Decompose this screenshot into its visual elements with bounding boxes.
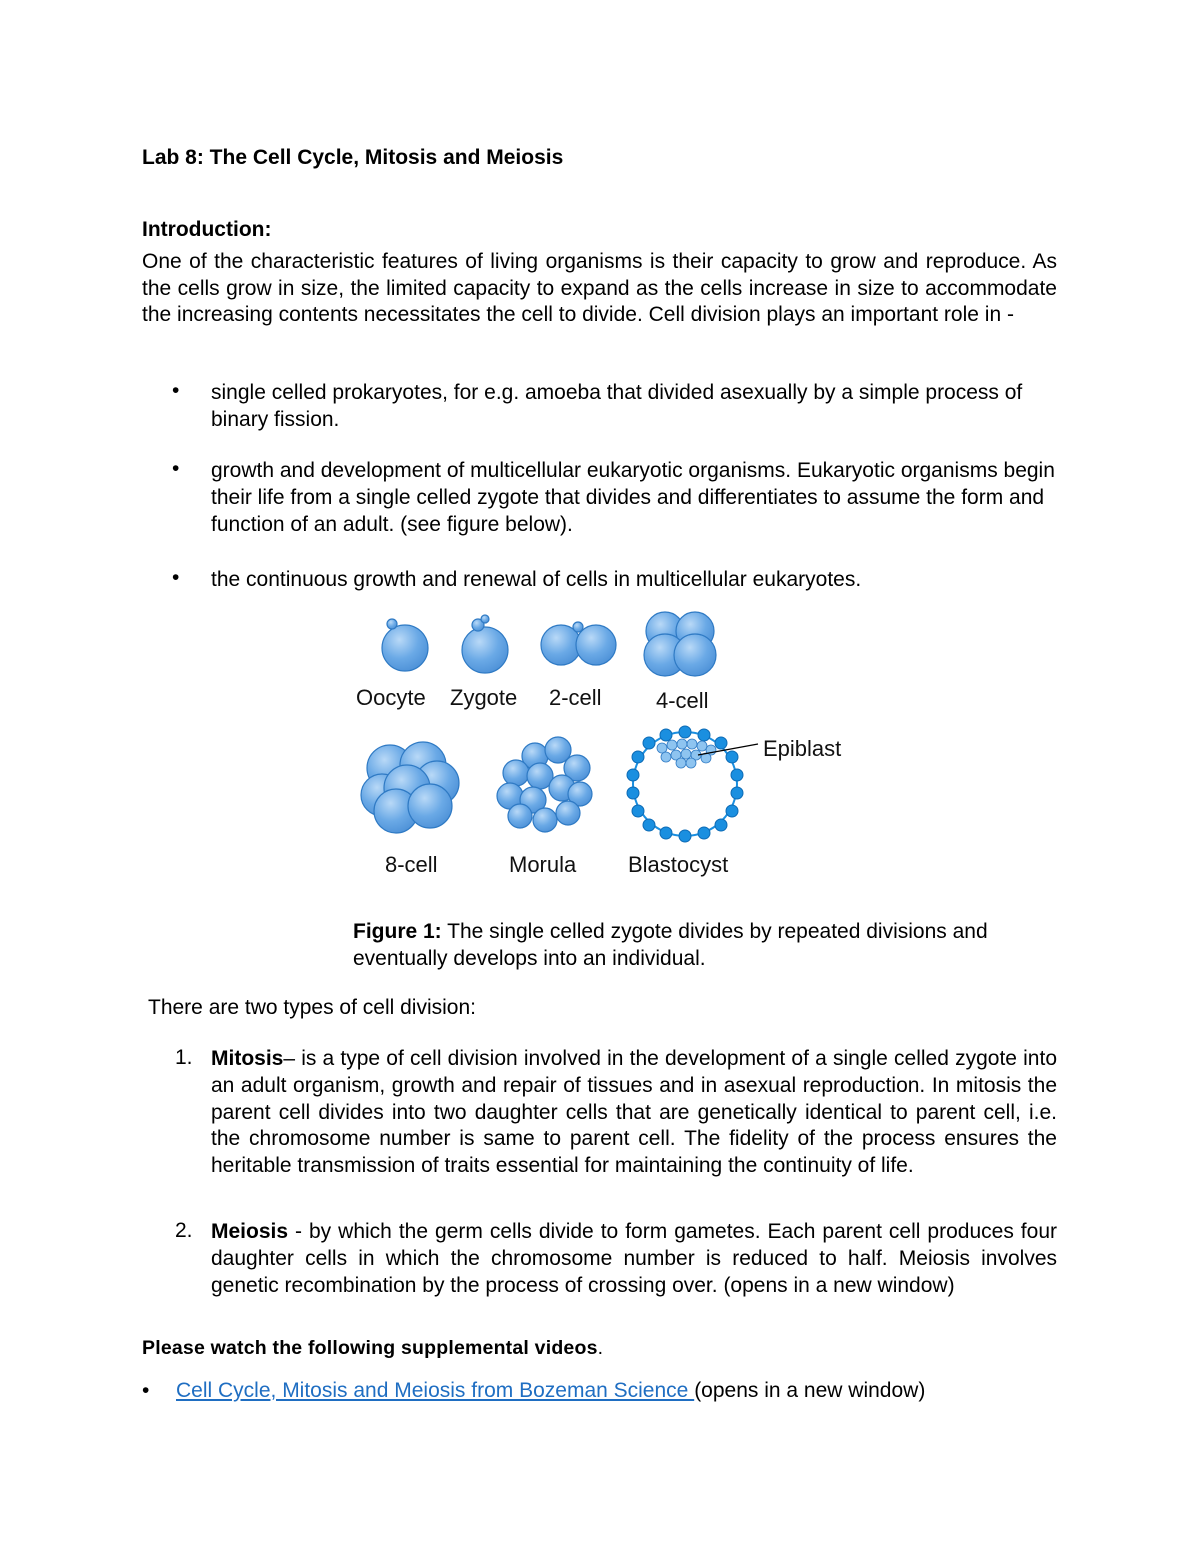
label-2-cell: 2-cell: [549, 685, 602, 710]
bullet-item-growth: growth and development of multicellular eukaryotic organisms. Eukaryotic organisms begin their life from a single celled zygote that divides and differentiates to assume the form and function of an adult. (see figure below).: [211, 459, 1055, 536]
four-cell-embryo: [644, 612, 716, 676]
label-morula: Morula: [509, 852, 577, 877]
types-intro: There are two types of cell division:: [148, 996, 476, 1019]
label-blastocyst: Blastocyst: [628, 852, 729, 877]
label-4-cell: 4-cell: [656, 688, 709, 713]
figure-caption: [353, 918, 1053, 972]
oocyte-cell: [382, 619, 428, 671]
eight-cell-embryo: [361, 742, 459, 833]
videos-heading-text: Please watch the following supplemental videos: [142, 1337, 598, 1359]
zygote-cell: [462, 615, 508, 673]
label-epiblast: Epiblast: [763, 736, 842, 761]
mitosis-description: – is a type of cell division involved in the development of a single celled zygote into an adult organism, growth and repair of tissues and in asexual reproduction. In mitosis the parent cell divides into two daughter cells that are genetically identical to parent cell, i.e. the chromosome number is same to parent cell. The fidelity of the process ensures the heritable transmission of traits essential for maintaining the continuity of life.: [211, 1047, 1057, 1178]
list-number: 2.: [175, 1219, 193, 1242]
bullet-symbol: •: [172, 379, 180, 402]
label-zygote: Zygote: [450, 685, 518, 710]
bullet-item-prokaryotes: single celled prokaryotes, for e.g. amoeba that divided asexually by a simple process of binary fission.: [211, 381, 1023, 431]
video-link-line: [176, 1379, 925, 1403]
intro-paragraph: One of the characteristic features of living organisms is their capacity to grow and reproduce. As the cells grow in size, the limited capacity to expand as the cells increase in size to accommodate the increasing contents necessitates the cell to divide. Cell division plays an important role in -: [142, 250, 1057, 327]
list-item-meiosis: [211, 1219, 1057, 1299]
intro-heading: Introduction:: [142, 218, 272, 241]
embryo-development-figure: [340, 608, 880, 893]
term-meiosis: Meiosis: [211, 1220, 289, 1243]
list-item-mitosis: [211, 1046, 1057, 1180]
bullet-symbol: •: [172, 566, 180, 589]
label-8-cell: 8-cell: [385, 852, 438, 877]
meiosis-description: - by which the germ cells divide to form gametes. Each parent cell produces four daughter cells in which the chromosome number is reduced to half. Meiosis involves genetic recombination by the process of crossing over. (opens in a new window): [211, 1220, 1057, 1297]
list-number: 1.: [175, 1046, 193, 1069]
document-title: Lab 8: The Cell Cycle, Mitosis and Meiosis: [142, 146, 564, 169]
figure-caption-label: Figure 1:: [353, 920, 442, 943]
videos-heading: [142, 1337, 603, 1360]
video-link-suffix: (opens in a new window): [694, 1379, 926, 1402]
blastocyst-embryo: [627, 726, 758, 842]
videos-heading-period: .: [597, 1337, 604, 1359]
bozeman-video-link[interactable]: Cell Cycle, Mitosis and Meiosis from Bozeman Science: [176, 1379, 695, 1402]
term-mitosis: Mitosis: [211, 1047, 284, 1070]
bullet-item-renewal: the continuous growth and renewal of cells in multicellular eukaryotes.: [211, 568, 862, 591]
figure-caption-text: The single celled zygote divides by repeated divisions and eventually develops into an individual.: [353, 920, 988, 970]
label-oocyte: Oocyte: [356, 685, 426, 710]
bullet-symbol: •: [172, 457, 180, 480]
morula-embryo: [497, 737, 592, 832]
bullet-symbol: •: [142, 1379, 150, 1402]
two-cell-embryo: [541, 622, 616, 665]
